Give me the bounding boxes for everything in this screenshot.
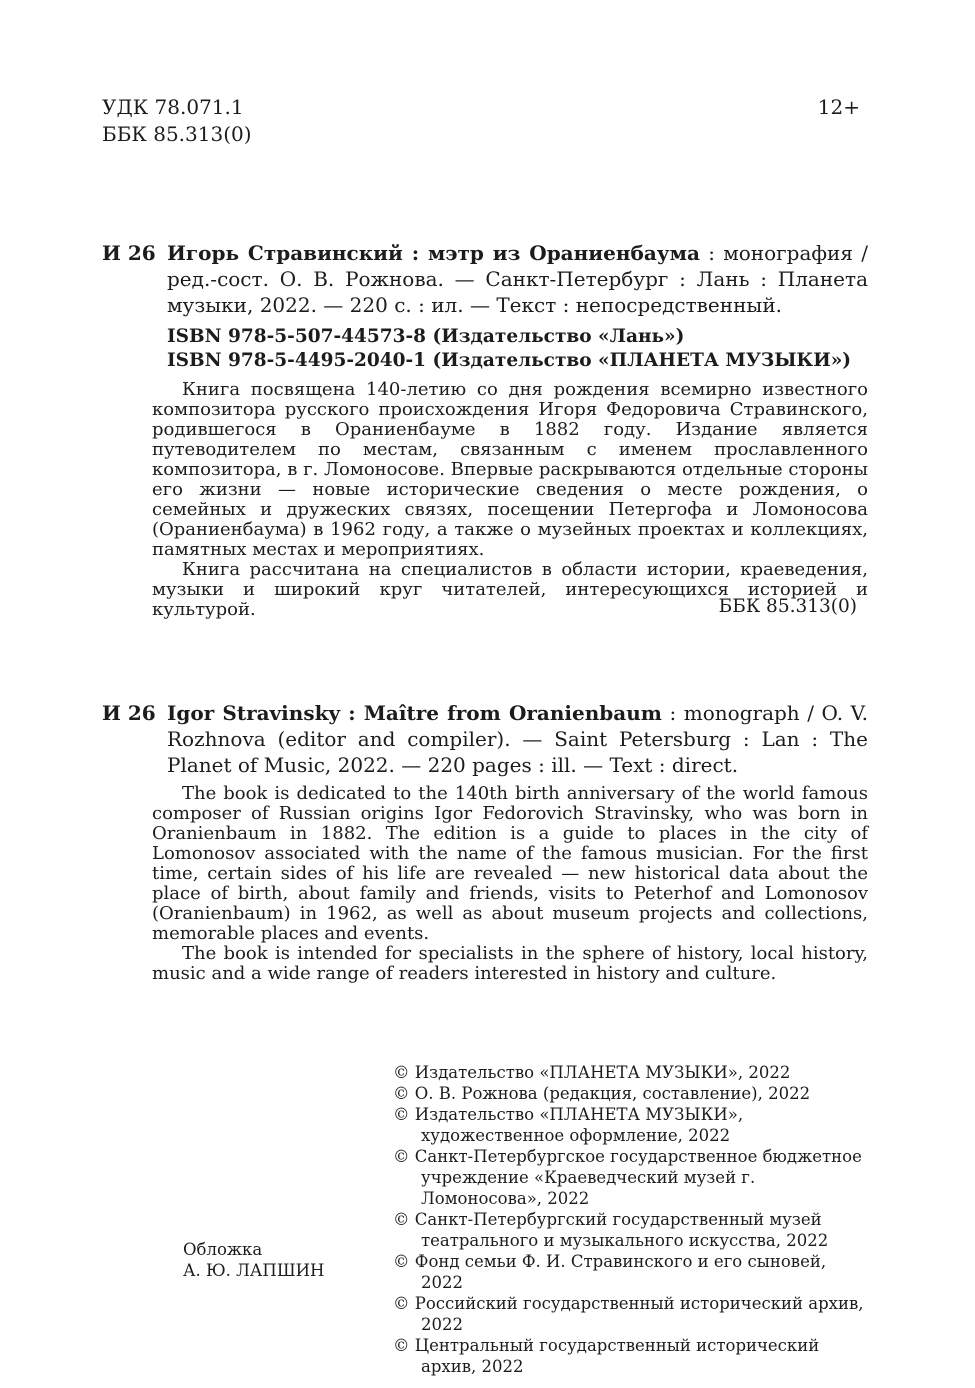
copyright-item: © Центральный государственный исторический архив, 2022 [393, 1336, 820, 1376]
isbn-line-1: ISBN 978-5-507-44573-8 (Издательство «Лань») [167, 326, 685, 347]
cover-credit-label: Обложка [183, 1240, 263, 1259]
bib-description-en [167, 700, 868, 778]
annotation-en-p1: The book is dedicated to the 140th birth anniversary of the world famous composer of Russian origins Igor Fedorovich Stravinsky, who was born in Oranienbaum in 1882. The edition is a guide to places in the city of Lomonosov associated with the name of the famous musician. For the first time, certain sides of his life are revealed — new historical data about the place of birth, about family and friends, visits to Peterhof and Lomonosov (Oranienbaum) in 1962, as well as about museum projects and collections, memorable places and events. [152, 783, 868, 944]
bib-entry-ru [102, 240, 868, 318]
copyright-item: © Санкт-Петербургское государственное бюджетное учреждение «Краеведческий музей г. Ломоносова», 2022 [393, 1147, 862, 1208]
bib-title-en: Igor Stravinsky : Maître from Oranienbaum [167, 701, 662, 725]
bib-description-ru [167, 240, 868, 318]
copyright-item: © Издательство «ПЛАНЕТА МУЗЫКИ», художественное оформление, 2022 [393, 1105, 744, 1145]
bib-index-ru: И 26 [102, 241, 156, 265]
annotation-en [152, 784, 868, 984]
copyright-list [393, 1062, 873, 1377]
cover-credit-name: А. Ю. ЛАПШИН [183, 1261, 325, 1280]
bib-details-ru: : монография / ред.-сост. О. В. Рожнова. — Санкт-Петербург : Лань : Планета музыки, 2022. — 220 с. : ил. — Текст : непосредственный. [167, 241, 868, 317]
annotation-ru-p1: Книга посвящена 140-летию со дня рождения всемирно известного композитора русского происхождения Игоря Федоровича Стравинского, родившегося в Ораниенбауме в 1882 году. Издание является путеводителем по местам, связанным с именем прославленного композитора, в г. Ломоносове. Впервые раскрываются отдельные стороны его жизни — новые исторические сведения о месте рождения, о семейных и дружеских связях, посещении Петергофа и Ломоносова (Ораниенбаума) в 1962 году, а также о музейных проектах и коллекциях, памятных местах и мероприятиях. [152, 379, 868, 560]
annotation-ru-p2: Книга рассчитана на специалистов в области истории, краеведения, музыки и широкий круг читателей, интересующихся историей и культурой. [152, 559, 868, 620]
bib-index-en: И 26 [102, 701, 156, 725]
isbn-line-2: ISBN 978-5-4495-2040-1 (Издательство «ПЛАНЕТА МУЗЫКИ») [167, 350, 852, 371]
copyright-item: © Санкт-Петербургский государственный музей театрального и музыкального искусства, 2022 [393, 1210, 829, 1250]
copyright-item: © О. В. Рожнова (редакция, составление), 2022 [393, 1084, 811, 1103]
copyright-item: © Российский государственный исторический архив, 2022 [393, 1294, 864, 1334]
age-rating-badge: 12+ [817, 95, 860, 119]
classification-codes [102, 94, 252, 148]
annotation-en-p2: The book is intended for specialists in the sphere of history, local history, music and a wide range of readers interested in history and culture. [152, 943, 868, 984]
annotation-ru [152, 380, 868, 620]
bib-title-ru: Игорь Стравинский : мэтр из Ораниенбаума [167, 241, 700, 265]
bib-details-en: : monograph / O. V. Rozhnova (editor and compiler). — Saint Petersburg : Lan : The Planet of Music, 2022. — 220 pages : ill. — Text : direct. [167, 701, 868, 777]
bbk-code: ББК 85.313(0) [102, 122, 252, 146]
bib-entry-en [102, 700, 868, 778]
cover-credit [183, 1239, 324, 1281]
copyright-item: © Фонд семьи Ф. И. Стравинского и его сыновей, 2022 [393, 1252, 827, 1292]
copyright-item: © Издательство «ПЛАНЕТА МУЗЫКИ», 2022 [393, 1063, 791, 1082]
isbn-block [167, 325, 851, 373]
bbk-footer: ББК 85.313(0) [718, 596, 857, 617]
udk-code: УДК 78.071.1 [102, 95, 244, 119]
